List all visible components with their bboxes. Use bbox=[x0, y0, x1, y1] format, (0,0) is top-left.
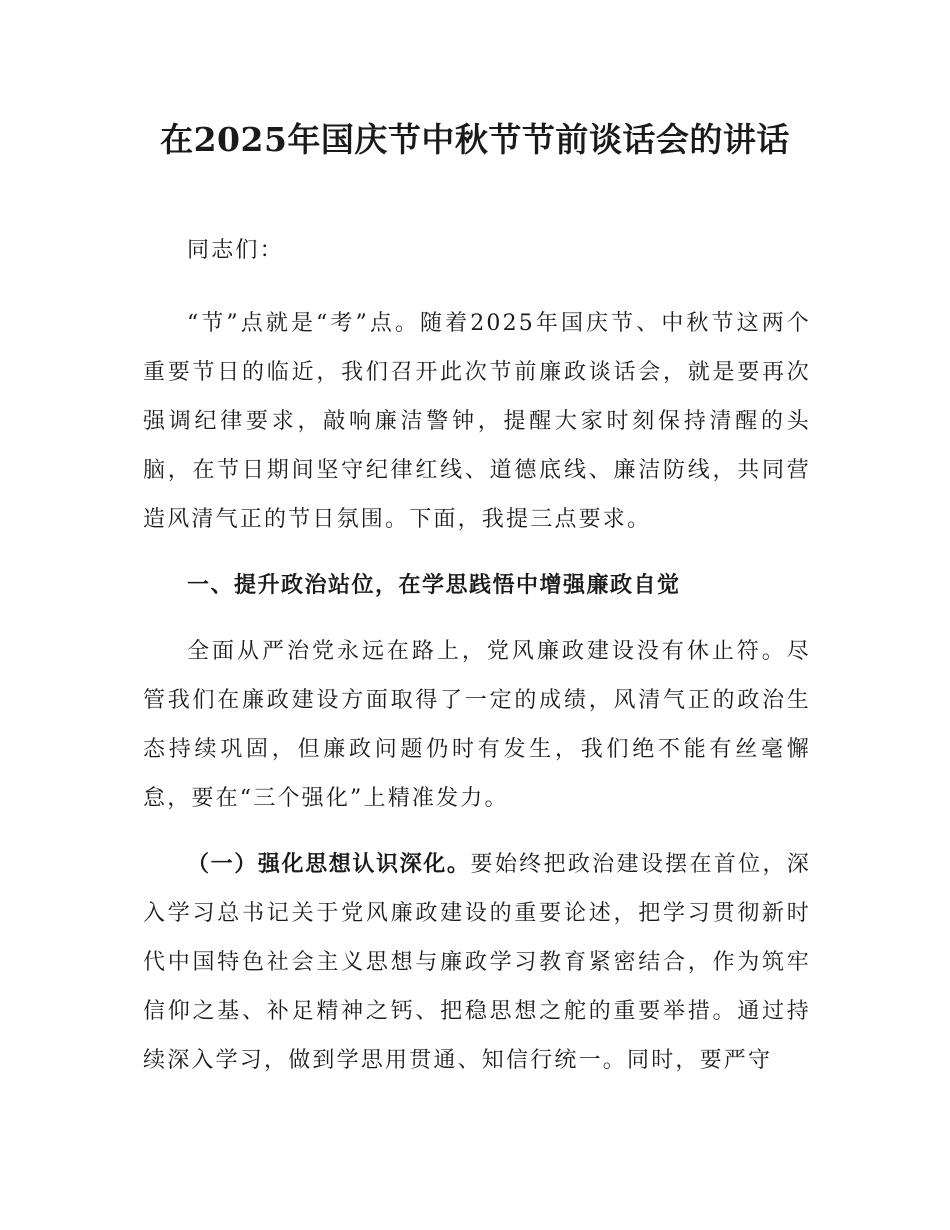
section-heading-1: 一、提升政治站位，在学思践悟中增强廉政自觉 bbox=[187, 573, 681, 598]
section-1-paragraph: 全面从严治党永远在路上，党风廉政建设没有休止符。尽管我们在廉政建设方面取得了一定的成绩，风清气正的政治生态持续巩固，但廉政问题仍时有发生，我们绝不能有丝毫懈怠，要在“三个强化”上精准发力。 bbox=[143, 639, 811, 811]
subsection-1-text: 要始终把政治建设摆在首位，深入学习总书记关于党风廉政建设的重要论述，把学习贯彻新时代中国特色社会主义思想与廉政学习教育紧密结合，作为筑牢信仰之基、补足精神之钙、把稳思想之舵的重要举措。通过持续深入学习，做到学思用贯通、知信行统一。同时，要严守 bbox=[143, 852, 811, 1073]
subsection-1-paragraph bbox=[143, 840, 811, 1085]
subsection-1-lead: （一）强化思想认识深化。 bbox=[187, 852, 471, 877]
document-title: 在2025年国庆节中秋节节前谈话会的讲话 bbox=[160, 120, 790, 159]
greeting: 同志们： bbox=[187, 238, 284, 263]
intro-paragraph: “节”点就是“考”点。随着2025年国庆节、中秋节这两个重要节日的临近，我们召开此次节前廉政谈话会，就是要再次强调纪律要求，敲响廉洁警钟，提醒大家时刻保持清醒的头脑，在节日期间坚守纪律红线、道德底线、廉洁防线，共同营造风清气正的节日氛围。下面，我提三点要求。 bbox=[143, 311, 811, 532]
document-body bbox=[143, 226, 811, 1085]
